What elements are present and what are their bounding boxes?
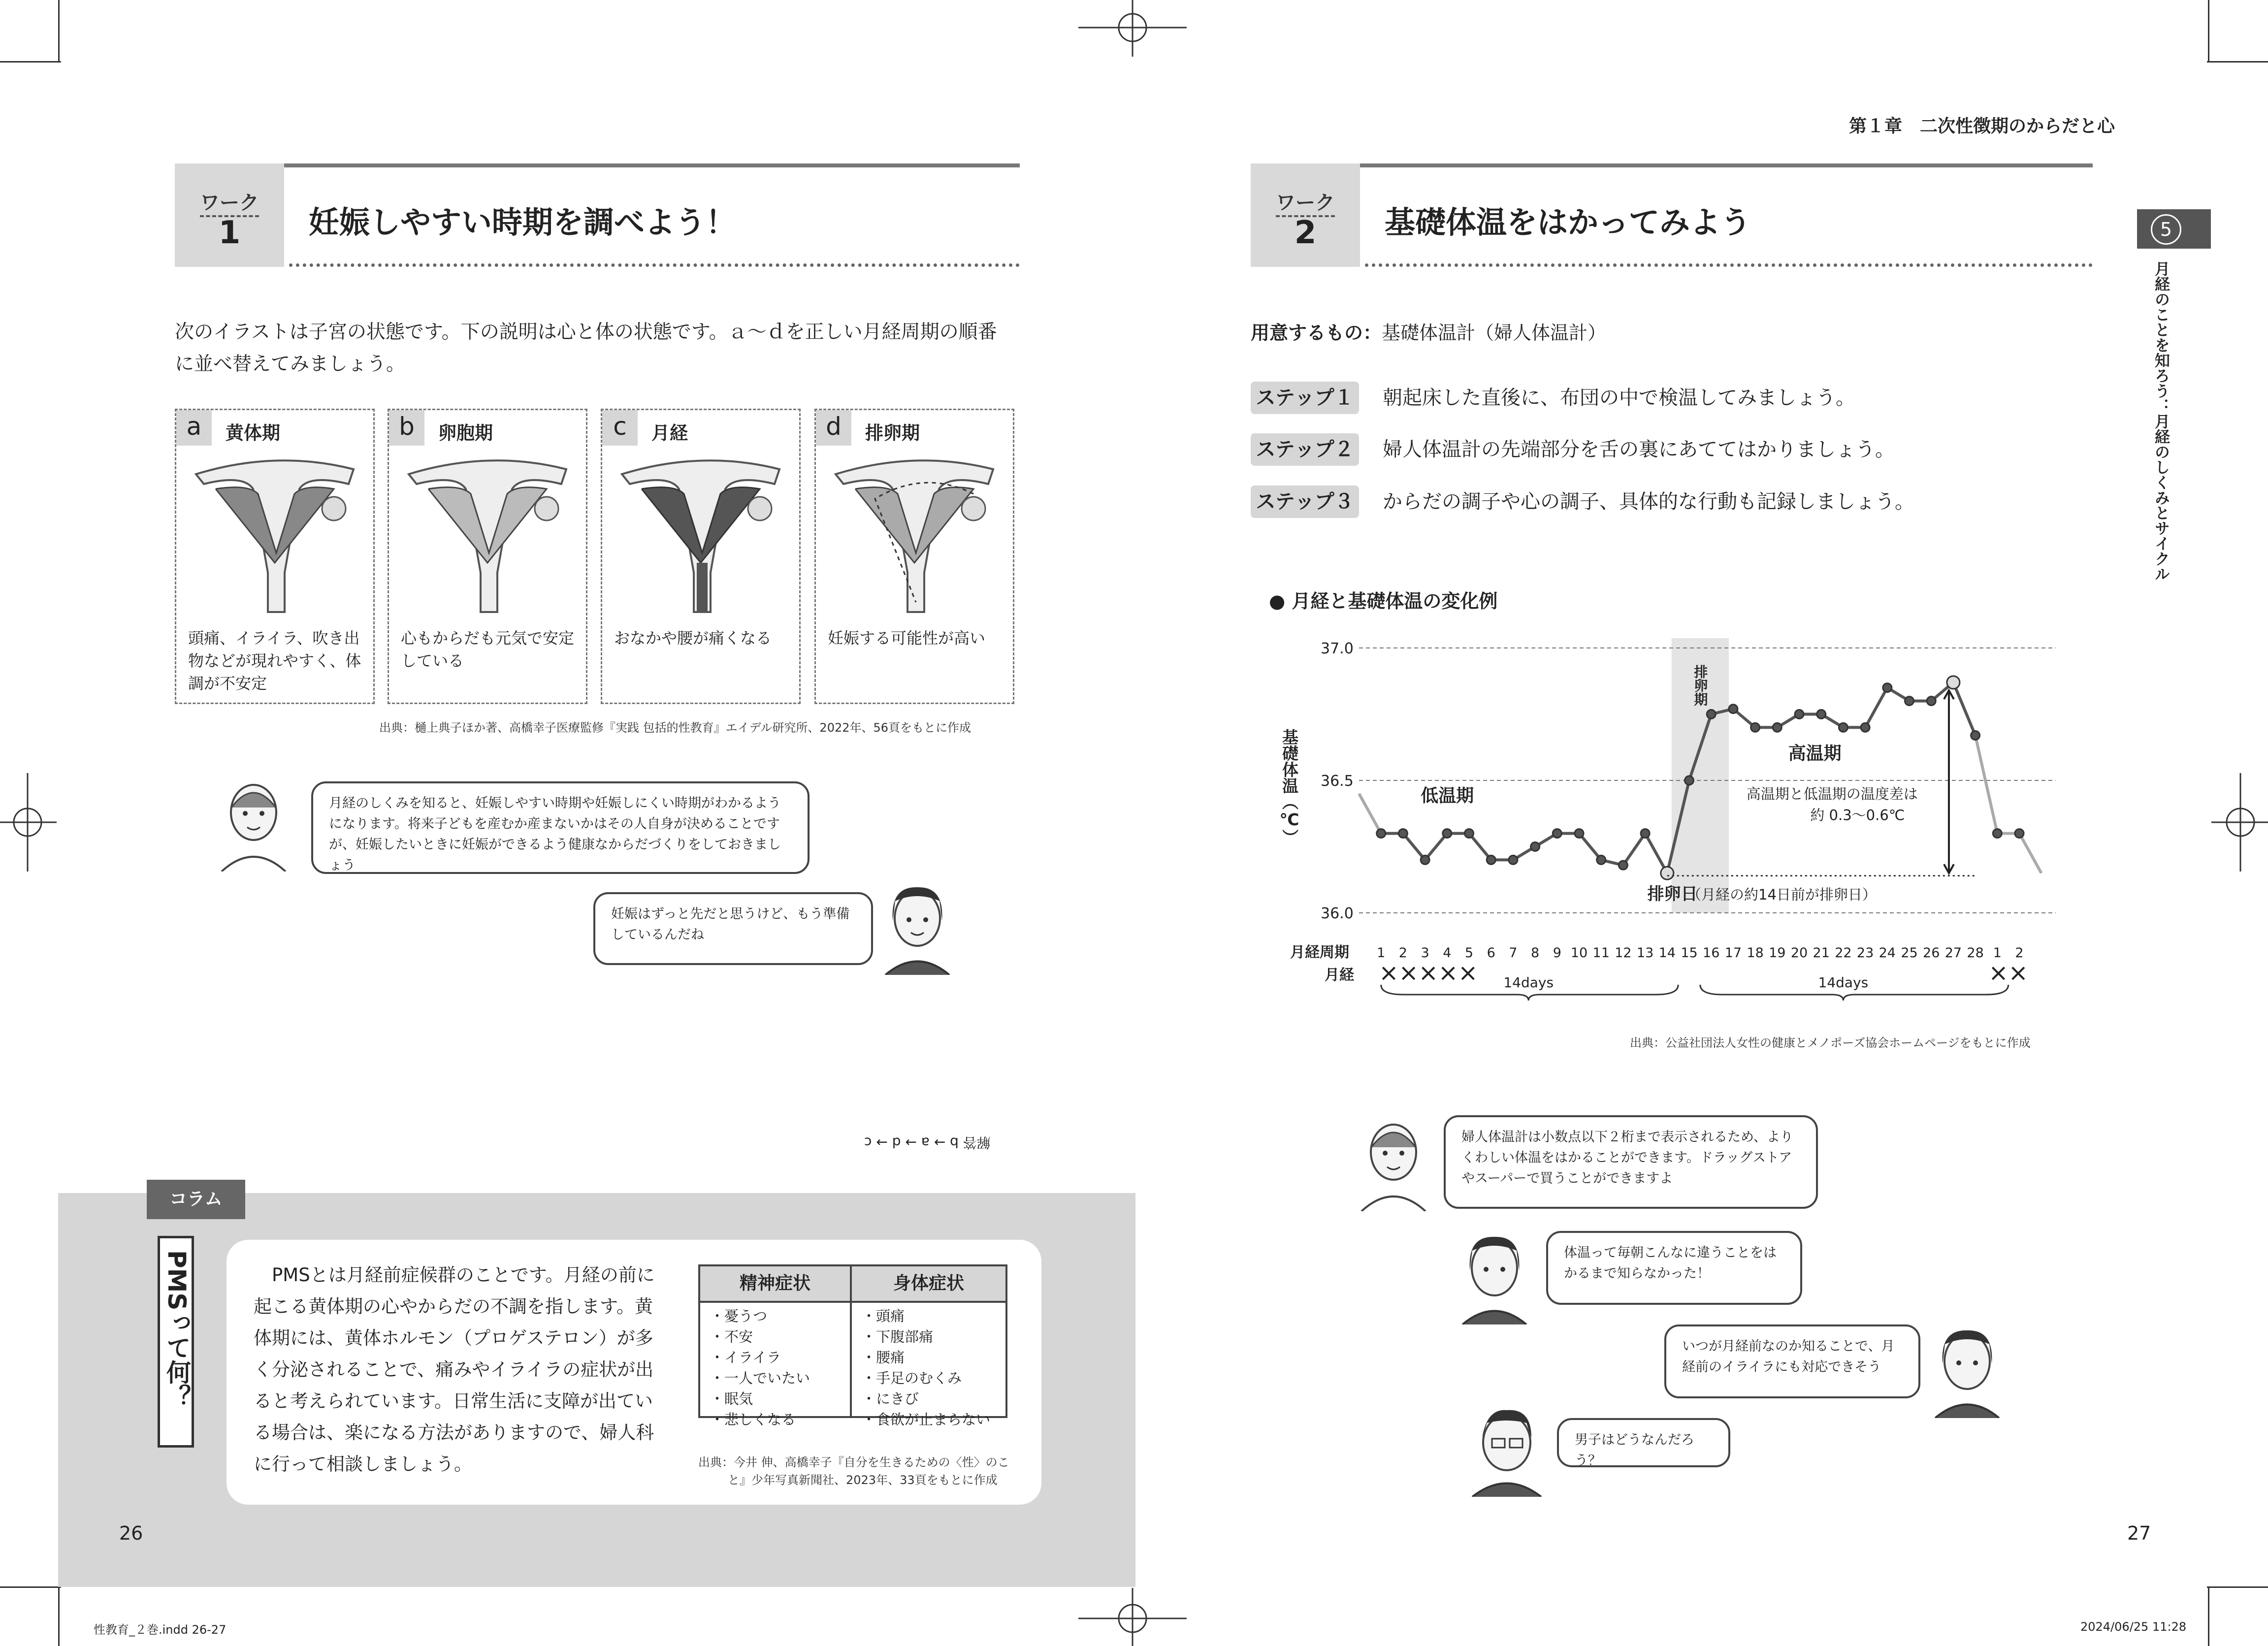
list-item: ・一人でいたい [710, 1370, 810, 1387]
step-text: 朝起床した直後に、布団の中で検温してみましょう。 [1383, 387, 1855, 409]
work1-badge [175, 163, 284, 267]
chart-ylabel: 基礎体温（℃） [1280, 729, 1299, 845]
data-point [1377, 829, 1386, 838]
data-point [1883, 683, 1892, 692]
card-name: 卵胞期 [438, 422, 493, 444]
series-line [1976, 736, 1998, 834]
divider [175, 163, 1020, 167]
phase-card-b [388, 409, 587, 704]
data-point [1947, 676, 1960, 689]
column-title: PMSって何？ [162, 1250, 191, 1409]
work1-instruction: に並べ替えてみましょう。 [175, 353, 406, 375]
series-line [1359, 794, 1381, 834]
speech-bubble: 男子はどうなんだろう？ [1557, 1418, 1730, 1467]
prep-line [1251, 318, 1606, 345]
symptom-table [698, 1264, 1007, 1428]
prep-value: 基礎体温計（婦人体温計） [1382, 322, 1607, 344]
data-point [1597, 855, 1606, 864]
column-source: と』少年写真新聞社、2023年、33頁をもとに作成 [728, 1473, 998, 1487]
page-number-right: 27 [2127, 1522, 2151, 1544]
step-badge: ステップ１ [1251, 382, 1359, 414]
chart-title: ● 月経と基礎体温の変化例 [1269, 590, 1498, 612]
list-item: ・食欲が止まらない [862, 1411, 991, 1428]
boy-avatar [1467, 1403, 1551, 1497]
x-tick-label: 8 [1531, 945, 1540, 961]
registration-mark [2209, 768, 2268, 876]
phase-card-c [601, 409, 801, 704]
x-tick-label: 5 [1464, 945, 1474, 961]
card-name: 黄体期 [226, 422, 280, 444]
ovulation-note: （月経の約14日前が排卵日） [1687, 886, 1877, 904]
x-tick-label: 22 [1835, 945, 1852, 961]
phase-card-a [175, 409, 375, 704]
work2-label: ワーク [1276, 192, 1335, 217]
list-item: ・腰痛 [862, 1349, 905, 1366]
work1-header [175, 163, 1020, 267]
work2-number: 2 [1294, 215, 1317, 251]
x-tick-label: 21 [1813, 945, 1830, 961]
data-point [1661, 867, 1674, 879]
step-text: からだの調子や心の調子、具体的な行動も記録しましょう。 [1383, 490, 1914, 513]
x-tick-label: 15 [1681, 945, 1698, 961]
chapter-header: 第１章 二次性徴期のからだと心 [1849, 116, 2115, 136]
uterus-illustration [186, 454, 366, 622]
data-point [1553, 829, 1561, 838]
teacher-avatar [1357, 1118, 1430, 1211]
crop-mark [58, 0, 60, 61]
list-item: ・悲しくなる [710, 1411, 796, 1428]
x-tick-label: 6 [1487, 945, 1495, 961]
work2-title: 基礎体温をはかってみよう [1385, 204, 1751, 240]
x-tick-label: 11 [1592, 945, 1610, 961]
uterus-illustration [612, 454, 792, 622]
list-item: ・イライラ [710, 1349, 781, 1366]
work1-instruction: 次のイラストは子宮の状態です。下の説明は心と体の状態です。ａ～ｄを正しい月経周期の順番 [175, 321, 997, 343]
temp-diff-note: 高温期と低温期の温度差は [1746, 785, 1918, 803]
registration-mark [1069, 0, 1197, 59]
y-tick-label: 36.5 [1321, 773, 1354, 790]
data-point [1421, 855, 1429, 864]
data-point [1971, 731, 1980, 740]
list-item: ・不安 [710, 1328, 753, 1345]
card-letter: c [602, 410, 638, 446]
x-tick-label: 4 [1443, 945, 1452, 961]
series-line [1623, 834, 1645, 866]
card-letter: d [816, 410, 851, 446]
divider [1251, 163, 2093, 167]
table-header: 身体症状 [852, 1266, 1005, 1303]
card-desc: 心もからだも元気で安定している [401, 629, 575, 670]
menses-marks: ××××× [1379, 959, 1478, 987]
table-header: 精神症状 [700, 1266, 852, 1303]
x-tick-label: 27 [1944, 945, 1962, 961]
y-tick-label: 37.0 [1321, 640, 1354, 657]
crop-mark [0, 61, 61, 63]
data-point [1398, 829, 1407, 838]
column-source: 出典：今井 伸、高橋幸子『自分を生きるための〈性〉のこ [698, 1455, 1009, 1469]
crop-mark [2207, 61, 2268, 63]
row-label-cycle: 月経周期 [1290, 944, 1349, 961]
crop-mark [2208, 1586, 2209, 1646]
data-point [1773, 723, 1782, 732]
high-phase-label: 高温期 [1788, 743, 1842, 764]
data-point [1707, 710, 1716, 719]
x-tick-label: 10 [1570, 945, 1588, 961]
card-letter: b [389, 410, 424, 446]
work2-source: 出典：公益社団法人女性の健康とメノポーズ協会ホームページをもとに作成 [1630, 1036, 2031, 1050]
card-desc: おなかや腰が痛くなる [614, 629, 772, 647]
student-avatar [1458, 1231, 1531, 1324]
data-point [1443, 829, 1452, 838]
card-desc: 頭痛、イライラ、吹き出物などが現れやすく、体調が不安定 [188, 629, 361, 693]
list-item: ・頭痛 [862, 1308, 905, 1324]
span-label: 14days [1818, 974, 1869, 991]
uterus-illustration [826, 454, 1006, 622]
data-point [1619, 861, 1627, 870]
x-tick-label: 7 [1509, 945, 1518, 961]
column-title-box [158, 1236, 194, 1448]
crop-mark [0, 1586, 61, 1588]
mental-symptom-list [710, 1306, 810, 1430]
data-point [1927, 697, 1936, 706]
x-tick-label: 9 [1553, 945, 1561, 961]
work1-label: ワーク [200, 192, 259, 217]
speech-bubble: 妊娠はずっと先だと思うけど、もう準備しているんだね [593, 892, 873, 965]
ovulation-day-label: 排卵日 [1647, 884, 1698, 904]
x-tick-label: 20 [1790, 945, 1808, 961]
temp-diff-note: 約 0.3～0.6℃ [1810, 807, 1905, 824]
column-tag: コラム [147, 1180, 245, 1219]
x-tick-label: 24 [1879, 945, 1896, 961]
x-tick-label: 25 [1901, 945, 1918, 961]
data-point [1531, 842, 1540, 851]
data-point [1685, 776, 1694, 785]
data-point [1861, 723, 1870, 732]
teacher-avatar [217, 778, 291, 871]
student-avatar [880, 881, 954, 975]
series-line [1953, 682, 1976, 736]
x-tick-label: 14 [1658, 945, 1676, 961]
data-point [1993, 829, 2002, 838]
work2-badge [1251, 163, 1360, 267]
step-badge: ステップ３ [1251, 485, 1359, 518]
list-item: ・憂うつ [710, 1308, 768, 1324]
x-tick-label: 19 [1769, 945, 1786, 961]
student-avatar [1930, 1324, 2004, 1418]
work1-title: 妊娠しやすい時期を調べよう！ [309, 204, 737, 240]
y-tick-label: 36.0 [1321, 905, 1354, 922]
list-item: ・下腹部痛 [862, 1328, 934, 1345]
crop-mark [2207, 1586, 2268, 1588]
column-body: PMSとは月経前症候群のことです。月経の前に起こる黄体期の心やからだの不調を指します。黄体期には、黄体ホルモン（プロゲステロン）が多く分泌されることで、痛みやイライラの症状が出ると考えられています。日常生活に支障が出ている場合は、楽になる方法がありますので、婦人科に行って相談しましょう。 [254, 1264, 655, 1475]
footer-date: 2024/06/25 11:28 [2080, 1620, 2187, 1634]
x-tick-label: 17 [1724, 945, 1742, 961]
crop-mark [58, 1586, 60, 1646]
x-tick-label: 3 [1421, 945, 1429, 961]
side-tab [2137, 209, 2211, 249]
registration-mark [1069, 1588, 1197, 1646]
data-point [1905, 697, 1914, 706]
list-item: ・眠気 [710, 1390, 753, 1407]
span-label: 14days [1503, 974, 1554, 991]
crop-mark [2208, 0, 2209, 61]
x-tick-label: 16 [1703, 945, 1720, 961]
data-point [1839, 723, 1847, 732]
card-desc: 妊娠する可能性が高い [828, 629, 986, 647]
page-number-left: 26 [119, 1522, 143, 1544]
side-tab-text: 月経のことを知ろう：月経のしくみとサイクル [2152, 261, 2170, 581]
work1-source: 出典：樋上典子ほか著、高橋幸子医療監修『実践 包括的性教育』エイデル研究所、2022年、56頁をもとに作成 [379, 721, 972, 735]
data-point [1729, 705, 1738, 713]
low-phase-label: 低温期 [1421, 786, 1474, 807]
data-point [1487, 855, 1495, 864]
work1-number: 1 [218, 215, 241, 251]
data-point [1641, 829, 1650, 838]
card-name: 月経 [651, 422, 688, 444]
menses-marks: ×× [1988, 959, 2028, 987]
phase-card-d [814, 409, 1014, 704]
speech-bubble: いつが月経前なのか知ることで、月経前のイライラにも対応できそう [1664, 1324, 1920, 1398]
side-tab-number: 5 [2151, 214, 2181, 245]
list-item: ・手足のむくみ [862, 1370, 962, 1387]
x-tick-label: 26 [1923, 945, 1940, 961]
data-point [1795, 710, 1804, 719]
step-badge: ステップ２ [1251, 433, 1359, 466]
work2-header [1251, 163, 2093, 267]
uterus-illustration [399, 454, 579, 622]
footer-file: 性教育_２巻.indd 26-27 [94, 1623, 227, 1637]
physical-symptom-list [862, 1306, 990, 1430]
data-point [1751, 723, 1760, 732]
data-point [1465, 829, 1474, 838]
data-point [2015, 829, 2024, 838]
x-tick-label: 12 [1615, 945, 1632, 961]
ovulation-band-label: 排卵期 [1692, 665, 1709, 706]
series-line [2019, 834, 2041, 873]
bbt-chart [1290, 620, 2078, 1014]
data-point [1817, 710, 1826, 719]
row-label-menses: 月経 [1325, 967, 1354, 984]
x-tick-label: 2 [1398, 945, 1407, 961]
divider [850, 1301, 852, 1416]
x-tick-label: 13 [1636, 945, 1654, 961]
x-tick-label: 28 [1967, 945, 1984, 961]
card-name: 排卵期 [865, 422, 920, 444]
step-text: 婦人体温計の先端部分を舌の裏にあててはかりましょう。 [1383, 438, 1895, 461]
series-line [1865, 688, 1887, 728]
x-tick-label: 1 [1993, 945, 2002, 961]
speech-bubble: 月経のしくみを知ると、妊娠しやすい時期や妊娠しにくい時期がわかるようになります。将来子どもを産むか産まないかはその人自身が決めることですが、妊娠したいときに妊娠ができるよう健康なからだづくりをしておきましょう [311, 781, 810, 874]
divider [1365, 263, 2093, 267]
data-point [1509, 855, 1518, 864]
prep-label: 用意するもの： [1251, 322, 1382, 344]
x-tick-label: 1 [1377, 945, 1386, 961]
card-letter: a [176, 410, 212, 446]
upside-down-answer: 解答 b → a → d → c [864, 1134, 991, 1151]
x-tick-label: 2 [2015, 945, 2024, 961]
x-tick-label: 23 [1856, 945, 1874, 961]
data-point [1575, 829, 1584, 838]
divider [289, 263, 1020, 267]
x-tick-label: 18 [1747, 945, 1764, 961]
list-item: ・にきび [862, 1390, 919, 1407]
speech-bubble: 体温って毎朝こんなに違うことをはかるまで知らなかった！ [1546, 1231, 1802, 1305]
registration-mark [0, 768, 59, 876]
speech-bubble: 婦人体温計は小数点以下２桁まで表示されるため、よりくわしい体温をはかることができます。ドラッグストアやスーパーで買うことができますよ [1444, 1115, 1818, 1209]
